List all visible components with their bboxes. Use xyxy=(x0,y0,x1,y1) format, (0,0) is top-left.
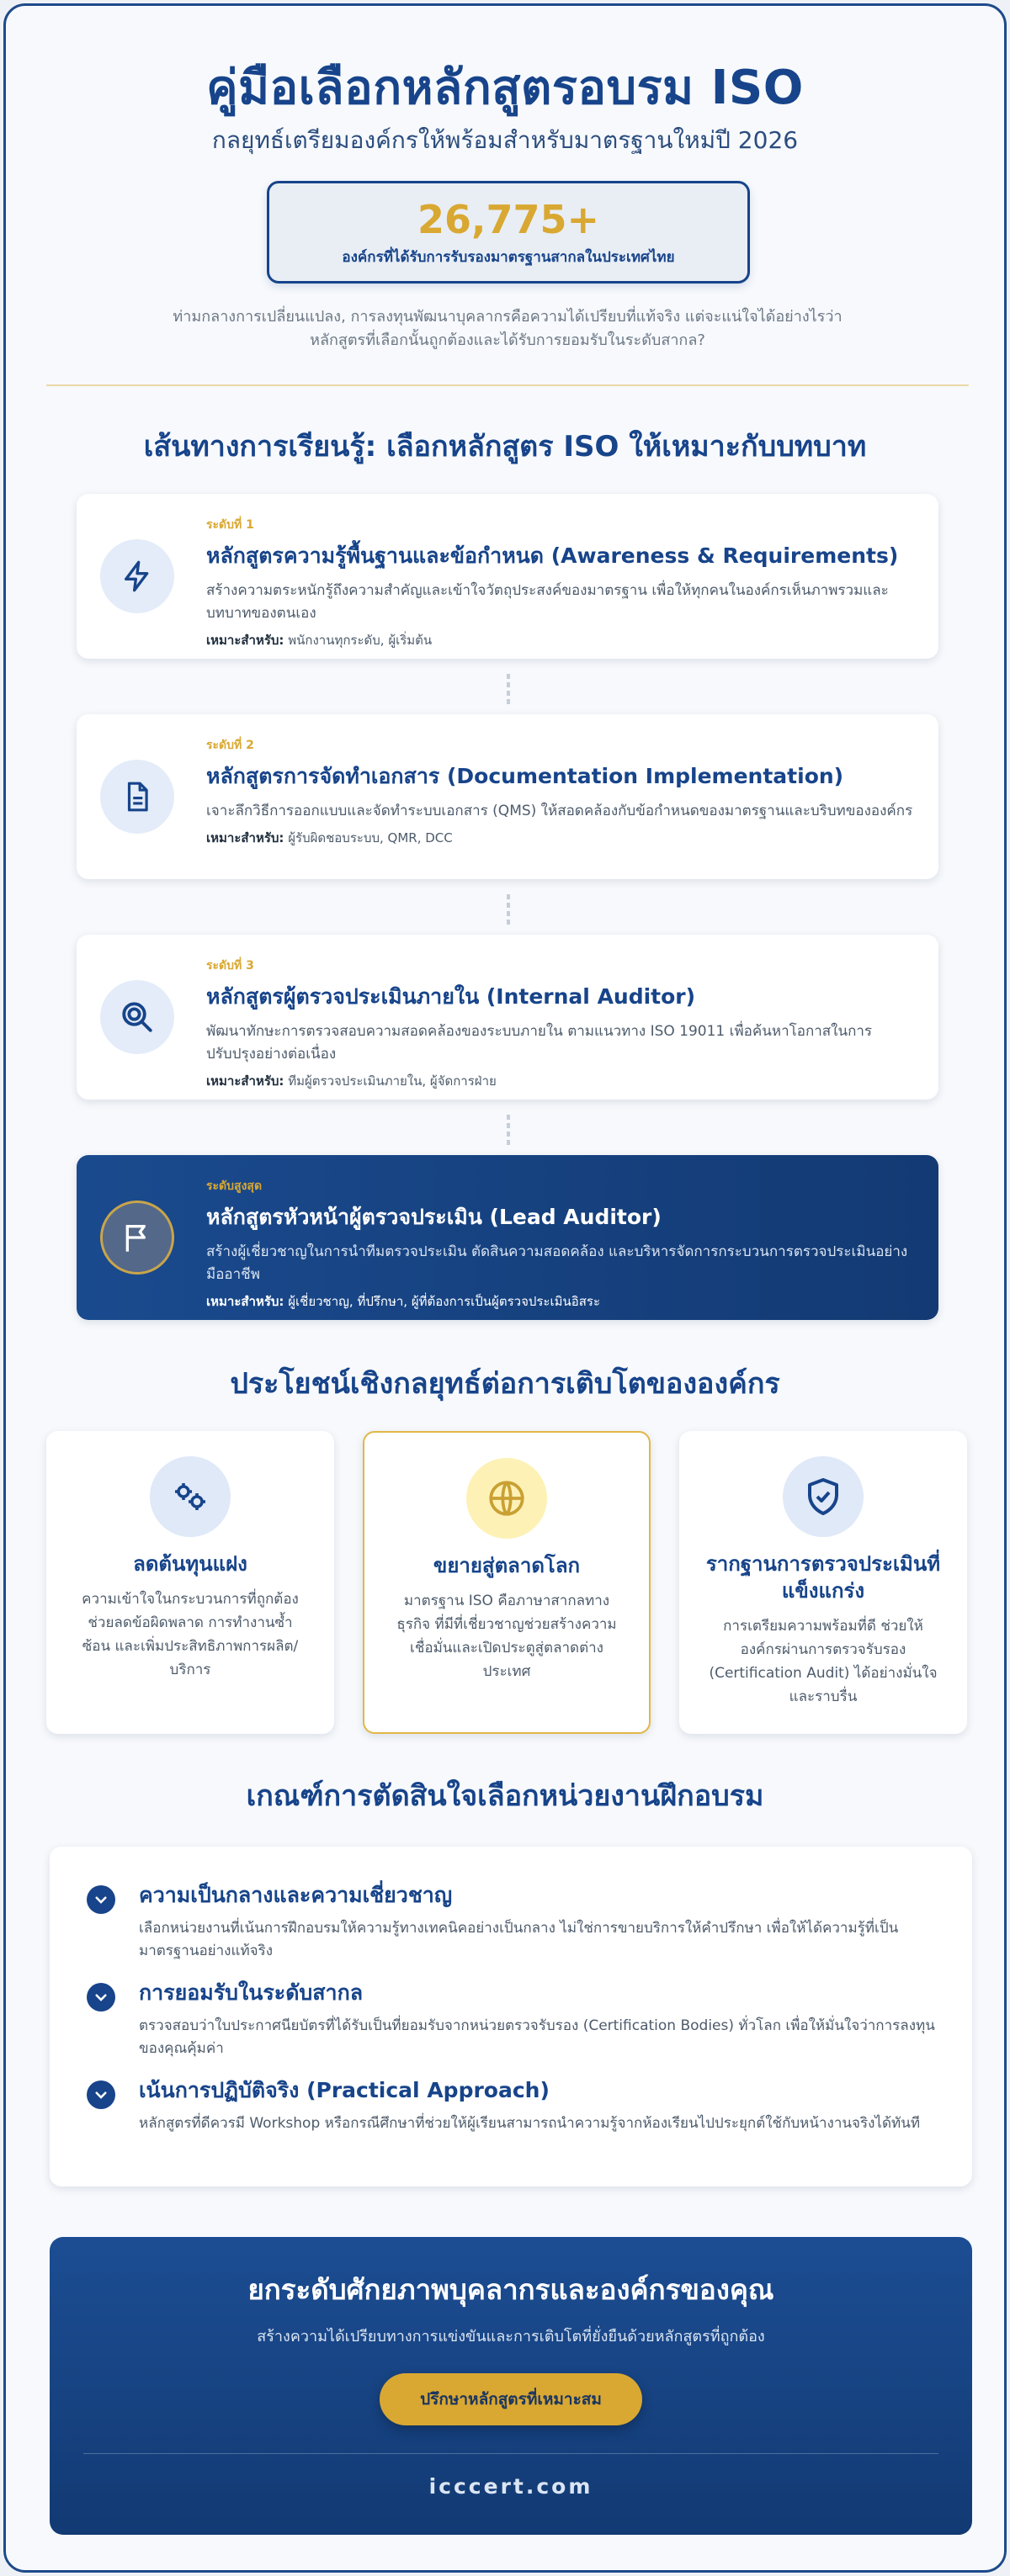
benefit-title: รากฐานการตรวจประเมินที่แข็งแกร่ง xyxy=(705,1552,941,1603)
consult-course-button[interactable]: ปรึกษาหลักสูตรที่เหมาะสม xyxy=(380,2373,642,2425)
step-level: ระดับที่ 1 xyxy=(206,518,254,532)
flag-icon xyxy=(100,1201,174,1275)
shield-check-icon xyxy=(783,1456,864,1537)
benefit-description: ความเข้าใจในกระบวนการที่ถูกต้องช่วยลดข้อผิดพลาด การทำงานซ้ำซ้อน และเพิ่มประสิทธิภาพการผลิต/บริการ xyxy=(82,1591,299,1678)
step-title: หลักสูตรหัวหน้าผู้ตรวจประเมิน (Lead Auditor) xyxy=(206,1205,662,1229)
stat-value: 26,775+ xyxy=(417,197,600,242)
step-title: หลักสูตรผู้ตรวจประเมินภายใน (Internal Auditor) xyxy=(206,984,696,1009)
step-description: พัฒนาทักษะการตรวจสอบความสอดคล้องของระบบภายใน ตามแนวทาง ISO 19011 เพื่อค้นหาโอกาสในการปรับปรุงอย่างต่อเนื่อง xyxy=(206,1023,873,1063)
criteria-card xyxy=(50,1847,972,2186)
step-target xyxy=(206,1291,913,1312)
cta-section xyxy=(50,2237,972,2535)
infographic-frame xyxy=(3,3,1007,2573)
step-connector xyxy=(507,1115,510,1145)
criteria-title: เกณฑ์การตัดสินใจเลือกหน่วยงานฝึกอบรม xyxy=(246,1779,764,1813)
step-title: หลักสูตรความรู้พื้นฐานและข้อกำหนด (Awareness & Requirements) xyxy=(206,543,899,568)
step-title: หลักสูตรการจัดทำเอกสาร (Documentation Implementation) xyxy=(206,764,844,788)
benefit-card-1 xyxy=(46,1431,334,1734)
step-card-2 xyxy=(77,714,938,879)
step-card-1 xyxy=(77,494,938,659)
target-label: เหมาะสำหรับ: xyxy=(206,1073,284,1089)
stat-card xyxy=(267,181,750,284)
page-subtitle: กลยุทธ์เตรียมองค์กรให้พร้อมสำหรับมาตรฐานใหม่ปี 2026 xyxy=(211,126,799,154)
criteria-item-2 xyxy=(87,1976,945,2060)
page-title: คู่มือเลือกหลักสูตรอบรม ISO xyxy=(206,61,804,115)
intro-line-1: ท่ามกลางการเปลี่ยนแปลง, การลงทุนพัฒนาบุคลากรคือความได้เปรียบที่แท้จริง แต่จะแน่ใจได้อย่างไรว่า xyxy=(173,308,843,326)
intro-line-2: หลักสูตรที่เลือกนั้นถูกต้องและได้รับการยอมรับในระดับสากล? xyxy=(310,331,705,349)
cta-title: ยกระดับศักยภาพบุคลากรและองค์กรของคุณ xyxy=(247,2273,774,2306)
target-label: เหมาะสำหรับ: xyxy=(206,830,284,845)
globe-icon xyxy=(466,1458,547,1539)
chevron-down-icon xyxy=(87,1885,115,1914)
step-target xyxy=(206,630,913,650)
benefit-description: มาตรฐาน ISO คือภาษาสากลทางธุรกิจ ที่มีที่เชี่ยวชาญช่วยสร้างความเชื่อมั่นและเปิดประตูสู่ตลาดต่างประเทศ xyxy=(396,1593,617,1680)
cta-subtitle: สร้างความได้เปรียบทางการแข่งขันและการเติบโตที่ยั่งยืนด้วยหลักสูตรที่ถูกต้อง xyxy=(257,2328,765,2345)
criteria-title: ความเป็นกลางและความเชี่ยวชาญ xyxy=(139,1883,453,1907)
benefit-title: ลดต้นทุนแฝง xyxy=(133,1552,247,1576)
chevron-down-icon xyxy=(87,2080,115,2109)
target-label: เหมาะสำหรับ: xyxy=(206,633,284,648)
learning-path-title: เส้นทางการเรียนรู้: เลือกหลักสูตร ISO ให้เหมาะกับบทบาท xyxy=(143,430,867,464)
step-target xyxy=(206,828,913,848)
step-connector xyxy=(507,674,510,704)
benefits-title: ประโยชน์เชิงกลยุทธ์ต่อการเติบโตขององค์กร xyxy=(230,1367,780,1401)
target-value: ผู้รับผิดชอบระบบ, QMR, DCC xyxy=(288,830,453,845)
gears-icon xyxy=(150,1456,231,1537)
target-value: ทีมผู้ตรวจประเมินภายใน, ผู้จัดการฝ่าย xyxy=(288,1073,497,1089)
cta-divider xyxy=(83,2453,938,2454)
criteria-title: การยอมรับในระดับสากล xyxy=(139,1980,364,2005)
step-level: ระดับที่ 2 xyxy=(206,739,254,752)
lightning-icon xyxy=(100,539,174,613)
chevron-down-icon xyxy=(87,1983,115,2012)
step-connector xyxy=(507,894,510,925)
criteria-description: เลือกหน่วยงานที่เน้นการฝึกอบรมให้ความรู้ทางเทคนิคอย่างเป็นกลาง ไม่ใช่การขายบริการให้คำปรึกษา เพื่อให้ได้ความรู้ที่เป็นมาตรฐานอย่างแท้จริง xyxy=(139,1920,899,1959)
benefit-title: ขยายสู่ตลาดโลก xyxy=(433,1554,581,1577)
step-card-4 xyxy=(77,1155,938,1320)
section-divider xyxy=(46,384,969,386)
stat-label: องค์กรที่ได้รับการรับรองมาตรฐานสากลในประเทศไทย xyxy=(342,249,675,266)
step-level: ระดับสูงสุด xyxy=(206,1179,263,1193)
step-level: ระดับที่ 3 xyxy=(206,959,254,973)
target-value: ผู้เชี่ยวชาญ, ที่ปรึกษา, ผู้ที่ต้องการเป็นผู้ตรวจประเมินอิสระ xyxy=(288,1294,601,1309)
target-label: เหมาะสำหรับ: xyxy=(206,1294,284,1309)
criteria-title: เน้นการปฏิบัติจริง (Practical Approach) xyxy=(139,2078,550,2102)
target-value: พนักงานทุกระดับ, ผู้เริ่มต้น xyxy=(288,633,433,648)
step-description: สร้างความตระหนักรู้ถึงความสำคัญและเข้าใจวัตถุประสงค์ของมาตรฐาน เพื่อให้ทุกคนในองค์กรเห็นภาพรวมและบทบาทของตนเอง xyxy=(206,582,889,622)
document-icon xyxy=(100,760,174,834)
intro-text xyxy=(107,305,908,352)
benefit-description: การเตรียมความพร้อมที่ดี ช่วยให้องค์กรผ่านการตรวจรับรอง (Certification Audit) ได้อย่างมั่นใจและราบรื่น xyxy=(709,1618,938,1705)
search-icon xyxy=(100,980,174,1054)
benefit-card-2 xyxy=(363,1431,651,1734)
criteria-item-1 xyxy=(87,1879,945,1963)
step-card-3 xyxy=(77,935,938,1100)
criteria-description: ตรวจสอบว่าใบประกาศนียบัตรที่ได้รับเป็นที่ยอมรับจากหน่วยตรวจรับรอง (Certification Bodies) ทั่วโลก เพื่อให้มั่นใจว่าการลงทุนของคุณคุ้มค่า xyxy=(139,2017,935,2057)
site-link[interactable]: icccert.com xyxy=(428,2474,593,2499)
benefit-card-3 xyxy=(679,1431,967,1734)
step-description: สร้างผู้เชี่ยวชาญในการนำทีมตรวจประเมิน ตัดสินความสอดคล้อง และบริหารจัดการกระบวนการตรวจประเมินอย่างมืออาชีพ xyxy=(206,1243,908,1283)
step-target xyxy=(206,1071,913,1091)
criteria-item-3 xyxy=(87,2074,945,2135)
step-description: เจาะลึกวิธีการออกแบบและจัดทำระบบเอกสาร (QMS) ให้สอดคล้องกับข้อกำหนดของมาตรฐานและบริบทขององค์กร xyxy=(206,803,913,819)
criteria-description: หลักสูตรที่ดีควรมี Workshop หรือกรณีศึกษาที่ช่วยให้ผู้เรียนสามารถนำความรู้จากห้องเรียนไปประยุกต์ใช้กับหน้างานจริงได้ทันที xyxy=(139,2115,921,2132)
